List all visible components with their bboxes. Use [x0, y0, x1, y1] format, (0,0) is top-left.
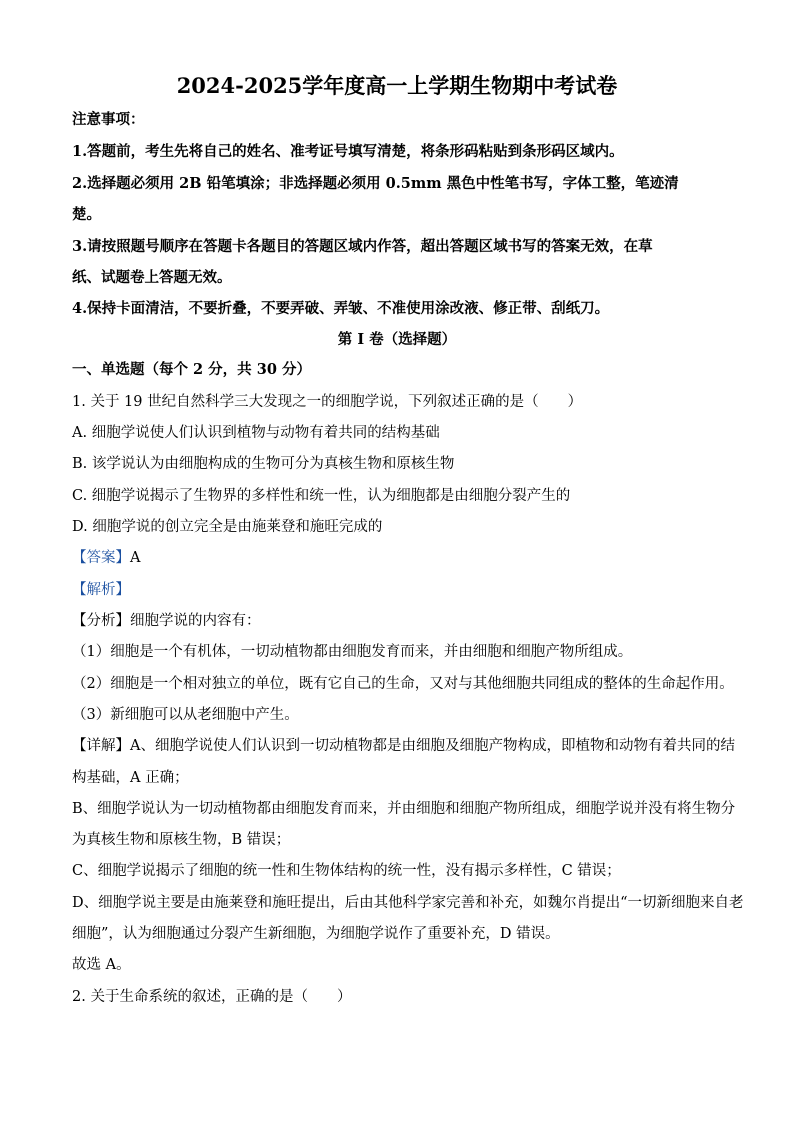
- detail-line-1: [72, 734, 735, 755]
- point-2: （2）细胞是一个相对独立的单位，既有它自己的生命，又对与其他细胞共同组成的整体的生命起作用。: [72, 676, 734, 692]
- section-title: 一、单选题（每个 2 分，共 30 分）: [72, 361, 311, 378]
- detail-line-6: D、细胞学说主要是由施莱登和施旺提出，后由其他科学家完善和补充，如魏尔肖提出“一切新细胞来自老: [72, 895, 744, 911]
- notice-item-2: 2.选择题必须用 2B 铅笔填涂；非选择题必须用 0.5mm 黑色中性笔书写，字体工整，笔迹清: [72, 175, 679, 192]
- answer-tag: 【答案】: [72, 550, 130, 566]
- notice-heading: 注意事项：: [72, 111, 145, 128]
- detail-line-7: 细胞”，认为细胞通过分裂产生新细胞，为细胞学说作了重要补充，D 错误。: [72, 926, 560, 942]
- answer-line: [72, 546, 140, 567]
- notice-item-4: 4.保持卡面清洁，不要折叠，不要弄破、弄皱、不准使用涂改液、修正带、刮纸刀。: [72, 300, 610, 317]
- question-1-option-b: B. 该学说认为由细胞构成的生物可分为真核生物和原核生物: [72, 456, 455, 472]
- detail-line-8: 故选 A。: [72, 957, 131, 973]
- detail-line-4: 为真核生物和原核生物，B 错误；: [72, 832, 291, 848]
- point-1: （1）细胞是一个有机体，一切动植物都由细胞发育而来，并由细胞和细胞产物所组成。: [72, 644, 633, 660]
- detail-tag: 【详解】: [72, 738, 130, 754]
- question-1-stem: 1. 关于 19 世纪自然科学三大发现之一的细胞学说，下列叙述正确的是（ ）: [72, 394, 583, 410]
- part-title: 第 I 卷（选择题）: [337, 331, 457, 348]
- fenxi-text: 细胞学说的内容有：: [130, 613, 261, 629]
- detail-line-5: C、细胞学说揭示了细胞的统一性和生物体结构的统一性，没有揭示多样性，C 错误；: [72, 863, 621, 879]
- notice-item-1: 1.答题前，考生先将自己的姓名、准考证号填写清楚，将条形码粘贴到条形码区域内。: [72, 143, 624, 160]
- question-1-option-d: D. 细胞学说的创立完全是由施莱登和施旺完成的: [72, 519, 383, 535]
- notice-item-2-cont: 楚。: [72, 206, 101, 223]
- question-1-option-a: A. 细胞学说使人们认识到植物与动物有着共同的结构基础: [72, 425, 440, 441]
- answer-value: A: [130, 550, 141, 566]
- analysis-line: [72, 578, 130, 599]
- question-1-option-c: C. 细胞学说揭示了生物界的多样性和统一性，认为细胞都是由细胞分裂产生的: [72, 488, 571, 504]
- detail-line-3: B、细胞学说认为一切动植物都由细胞发育而来，并由细胞和细胞产物所组成，细胞学说并没有将生物分: [72, 801, 736, 817]
- analysis-tag: 【解析】: [72, 582, 130, 598]
- notice-item-3-cont: 纸、试题卷上答题无效。: [72, 269, 232, 286]
- detail-line-2: 构基础，A 正确；: [72, 770, 189, 786]
- point-3: （3）新细胞可以从老细胞中产生。: [72, 707, 299, 723]
- fenxi-tag: 【分析】: [72, 613, 130, 629]
- fenxi-line: [72, 609, 261, 630]
- notice-item-3: 3.请按照题号顺序在答题卡各题目的答题区域内作答，超出答题区域书写的答案无效，在草: [72, 238, 653, 255]
- question-2-stem: 2. 关于生命系统的叙述，正确的是（ ）: [72, 989, 352, 1005]
- page-title: 2024-2025学年度高一上学期生物期中考试卷: [176, 73, 618, 98]
- detail-text: A、细胞学说使人们认识到一切动植物都是由细胞及细胞产物构成，即植物和动物有着共同的结: [130, 738, 735, 754]
